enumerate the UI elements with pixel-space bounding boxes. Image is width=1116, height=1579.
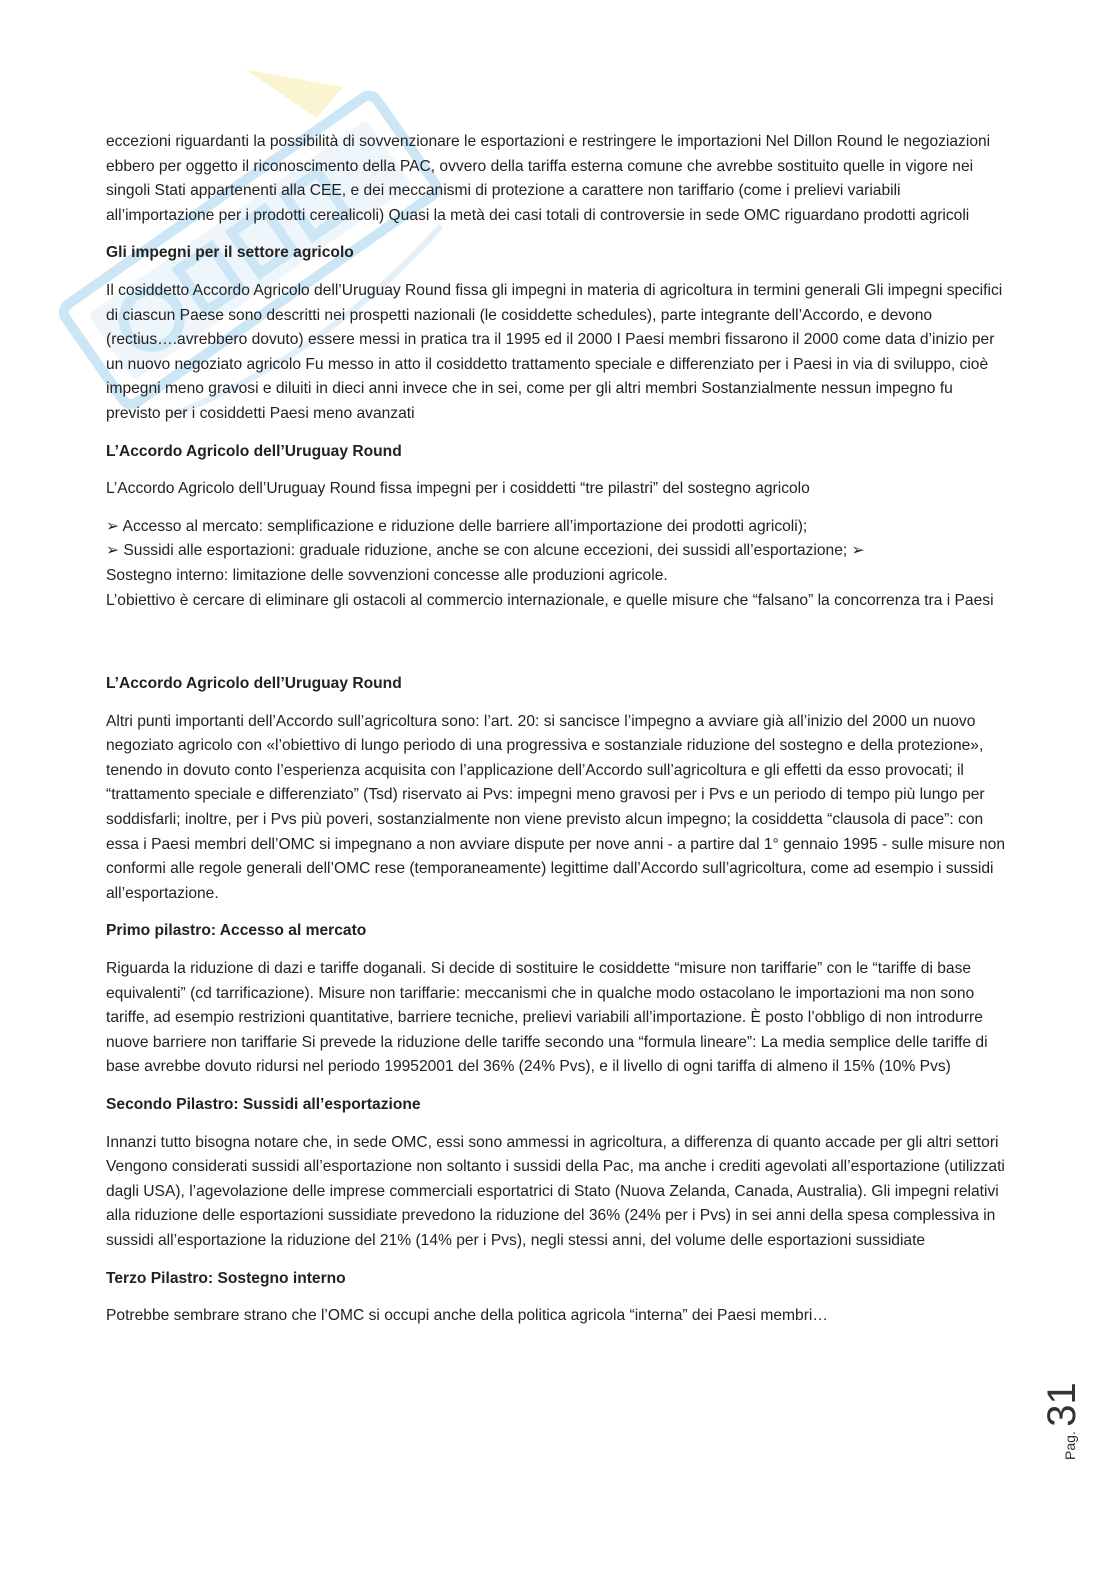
paragraph-primo-pilastro: Riguarda la riduzione di dazi e tariffe doganali. Si decide di sostituire le cosiddette “misure non tariffarie” con le “tariffe di base equivalenti” (cd tarrificazione). Misure non tariffarie: meccanismi che in qualche modo ostacolano le importazioni ma non sono tariffe, ad esempio restrizioni quantitative, barriere tecniche, prelievi variabili all’importazione. È posto l’obbligo di non introdurre nuove barriere non tariffarie Si prevede la riduzione delle tariffe secondo una “formula lineare”: La media semplice delle tariffe di base avrebbe dovuto ridursi nel periodo 19952001 del 36% (24% Pvs), e il livello di ogni tariffa di almeno il 15% (10% Pvs) (106, 960, 988, 1076)
list-item: ➢ Sussidi alle esportazioni: graduale riduzione, anche se con alcune eccezioni, dei sussidi all’esportazione; ➢ (106, 542, 865, 560)
paragraph-tre-pilastri: L’Accordo Agricolo dell’Uruguay Round fissa impegni per i cosiddetti “tre pilastri” del sostegno agricolo (106, 480, 810, 498)
section-heading-terzo-pilastro: Terzo Pilastro: Sostegno interno (106, 1269, 346, 1287)
document-body (106, 130, 1006, 1342)
paragraph-secondo-pilastro: Innanzi tutto bisogna notare che, in sede OMC, essi sono ammessi in agricoltura, a differenza di quanto accade per gli altri settori Vengono considerati sussidi all’esportazione non soltanto i sussidi della Pac, ma anche i crediti agevolati all’esportazione (utilizzati dagli USA), l’agevolazione delle imprese commerciali esportatrici di Stato (Nuova Zelanda, Canada, Australia). Gli impegni relativi alla riduzione delle esportazioni sussidiate prevedono la riduzione del 36% (24% per i Pvs) in sei anni della spesa complessiva in sussidi all’esportazione la riduzione del 21% (14% per i Pvs), negli stessi anni, del volume delle esportazioni sussidiate (106, 1133, 1005, 1249)
list-item: Sostegno interno: limitazione delle sovvenzioni concesse alle produzioni agricole. (106, 566, 668, 584)
section-heading-accordo-2: L’Accordo Agricolo dell’Uruguay Round (106, 675, 402, 693)
section-heading-impegni: Gli impegni per il settore agricolo (106, 244, 354, 262)
page-number-value: 31 (1040, 1382, 1084, 1427)
page-number (1042, 1382, 1082, 1460)
paragraph-continuation: eccezioni riguardanti la possibilità di sovvenzionare le esportazioni e restringere le importazioni Nel Dillon Round le negoziazioni ebbero per oggetto il riconoscimento della PAC, ovvero della tariffa esterna comune che avrebbe sostituito quelle in vigore nei singoli Stati appartenenti alla CEE, e dei meccanismi di protezione a carattere non tariffario (come i prelievi variabili all’importazione per i prodotti cerealicoli) Quasi la metà dei casi totali di controversie in sede OMC riguardano prodotti agricoli (106, 133, 991, 224)
section-heading-primo-pilastro: Primo pilastro: Accesso al mercato (106, 922, 367, 940)
paragraph-altri-punti: Altri punti importanti dell’Accordo sull’agricoltura sono: l’art. 20: si sancisce l’impegno a avviare già all’inizio del 2000 un nuovo negoziato agricolo con «l’obiettivo di lungo periodo di una progressiva e sostanziale riduzione del sostegno e della protezione», tenendo in dovuto conto l’esperienza acquisita con l’applicazione dell’Accordo sull’agricoltura e gli effetti da esso provocati; il “trattamento speciale e differenziato” (Tsd) riservato ai Pvs: impegni meno gravosi per i Pvs e un periodo di tempo più lungo per soddisfarli; inoltre, per i Pvs più poveri, sostanzialmente non viene previsto alcun impegno; la cosiddetta “clausola di pace”: con essa i Paesi membri dell’OMC si impegnano a non avviare dispute per nove anni - a partire dal 1° gennaio 1995 - sulle misure non conformi alle regole generali dell’OMC rese (temporaneamente) legittime dall’Accordo sull’agricoltura, come ad esempio i sussidi all’esportazione. (106, 712, 1006, 902)
paragraph-obiettivo: L’obiettivo è cercare di eliminare gli ostacoli al commercio internazionale, e quelle misure che “falsano” la concorrenza tra i Paesi (106, 591, 994, 609)
section-heading-accordo-1: L’Accordo Agricolo dell’Uruguay Round (106, 442, 402, 460)
list-item: ➢ Accesso al mercato: semplificazione e riduzione delle barriere all’importazione dei prodotti agricoli); (106, 517, 808, 535)
paragraph-terzo-pilastro: Potrebbe sembrare strano che l’OMC si occupi anche della politica agricola “interna” dei Paesi membri… (106, 1307, 828, 1325)
pillars-list (106, 515, 1006, 613)
section-heading-secondo-pilastro: Secondo Pilastro: Sussidi all’esportazione (106, 1096, 421, 1113)
page-label: Pag. (1062, 1431, 1078, 1460)
paragraph-impegni: Il cosiddetto Accordo Agricolo dell’Uruguay Round fissa gli impegni in materia di agricoltura in termini generali Gli impegni specifici di ciascun Paese sono descritti nei prospetti nazionali (le cosiddette schedules), parte integrante dell’Accordo, e devono (rectius….avrebbero dovuto) essere messi in pratica tra il 1995 ed il 2000 I Paesi membri fissarono il 2000 come data d’inizio per un nuovo negoziato agricolo Fu messo in atto il cosiddetto trattamento speciale e differenziato per i Paesi in via di sviluppo, cioè impegni meno gravosi e diluiti in dieci anni invece che in sei, come per gli altri membri Sostanzialmente nessun impegno fu previsto per i cosiddetti Paesi meno avanzati (106, 281, 1003, 422)
